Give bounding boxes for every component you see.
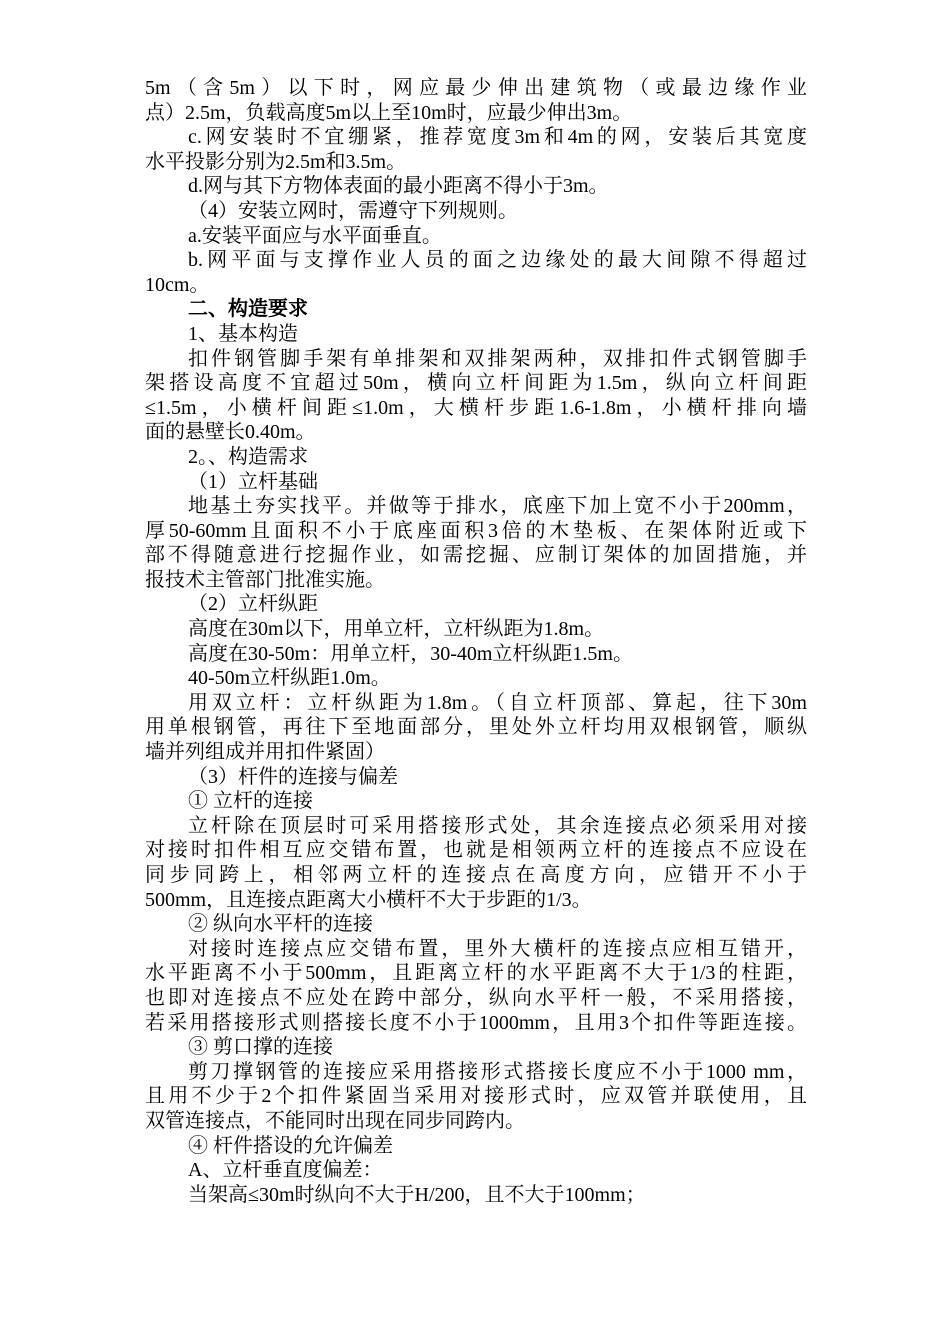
- text-line: 点）2.5m，负载高度5m以上至10m时，应最少伸出3m。: [145, 101, 633, 124]
- text-line: ③ 剪口撑的连接: [188, 1036, 333, 1059]
- text-line: 墙并列组成并用扣件紧固）: [145, 741, 385, 764]
- text-line: （1）立杆基础: [188, 470, 318, 493]
- text-line: 500mm，且连接点距离大小横杆不大于步距的1/3。: [145, 888, 592, 911]
- text-line: 剪刀撑钢管的连接应采用搭接形式搭接长度应不小于1000 mm，: [188, 1060, 807, 1083]
- text-line: （4）安装立网时，需遵守下列规则。: [188, 199, 518, 222]
- text-line: 用单根钢管，再往下至地面部分，里处外立杆均用双根钢管，顺纵: [145, 716, 807, 739]
- text-line: 40-50m立杆纵距1.0m。: [188, 667, 391, 690]
- text-line: 双管连接点，不能同时出现在同步同跨内。: [145, 1109, 525, 1132]
- text-line: 对接时连接点应交错布置，里外大横杆的连接点应相互错开，: [188, 937, 807, 960]
- text-line: 厚50-60mm且面积不小于底座面积3倍的木垫板、在架体附近或下: [145, 519, 807, 542]
- text-line: 10cm。: [145, 273, 210, 296]
- text-line: 水平投影分别为2.5m和3.5m。: [145, 150, 407, 173]
- text-line: b.网平面与支撑作业人员的面之边缘处的最大间隙不得超过: [188, 249, 807, 272]
- text-line: （3）杆件的连接与偏差: [188, 765, 398, 788]
- text-line: 报技术主管部门批准实施。: [145, 568, 385, 591]
- text-line: 架搭设高度不宜超过50m，横向立杆间距为1.5m，纵向立杆间距: [145, 372, 807, 395]
- text-line: A、立杆垂直度偏差：: [188, 1159, 383, 1182]
- text-line: 高度在30-50m：用单立杆，30-40m立杆纵距1.5m。: [188, 642, 633, 665]
- text-line: d.网与其下方物体表面的最小距离不得小于3m。: [188, 175, 609, 198]
- text-line: （2）立杆纵距: [188, 593, 318, 616]
- text-line: 2。、构造需求: [188, 445, 308, 468]
- text-line: 扣件钢管脚手架有单排架和双排架两种，双排扣件式钢管脚手: [188, 347, 807, 370]
- text-line: 5m（含5m）以下时，网应最少伸出建筑物（或最边缘作业: [145, 77, 807, 99]
- text-line: ≤1.5m，小横杆间距≤1.0m，大横杆步距1.6-1.8m，小横杆排向墙: [145, 396, 807, 419]
- text-line: ① 立杆的连接: [188, 790, 313, 813]
- document-body: [145, 76, 807, 1207]
- text-line: 立杆除在顶层时可采用搭接形式处，其余连接点必须采用对接: [188, 814, 807, 837]
- text-line: a.安装平面应与水平面垂直。: [188, 224, 442, 247]
- text-line: 部不得随意进行挖掘作业，如需挖掘、应制订架体的加固措施，并: [145, 544, 807, 567]
- text-line: ④ 杆件搭设的允许偏差: [188, 1134, 393, 1157]
- text-line: 1、基本构造: [188, 322, 298, 345]
- text-line: 水平距离不小于500mm，且距离立杆的水平距离不大于1/3的柱距，: [145, 962, 807, 985]
- text-line: 且用不少于2个扣件紧固当采用对接形式时，应双管并联使用，且: [145, 1085, 807, 1108]
- text-line: 同步同跨上，相邻两立杆的连接点在高度方向，应错开不小于: [145, 864, 807, 886]
- text-line: 面的悬壁长0.40m。: [145, 421, 316, 444]
- text-line: 也即对连接点不应处在跨中部分，纵向水平杆一般，不采用搭接，: [145, 986, 807, 1009]
- text-line: 对接时扣件相互应交错布置，也就是相领两立杆的连接点不应设在: [145, 839, 807, 862]
- text-line: 地基土夯实找平。并做等于排水，底座下加上宽不小于200mm，: [188, 495, 807, 518]
- text-line: c.网安装时不宜绷紧，推荐宽度3m和4m的网，安装后其宽度: [188, 126, 807, 149]
- text-line: 当架高≤30m时纵向不大于H/200，且不大于100mm；: [188, 1183, 646, 1206]
- text-line: 用双立杆：立杆纵距为1.8m。（自立杆顶部、算起，往下30m: [188, 691, 807, 714]
- text-line: ② 纵向水平杆的连接: [188, 913, 373, 936]
- text-line: 若采用搭接形式则搭接长度不小于1000mm，且用3个扣件等距连接。: [145, 1011, 807, 1034]
- section-heading: 二、构造要求: [188, 298, 308, 321]
- text-line: 高度在30m以下，用单立杆，立杆纵距为1.8m。: [188, 618, 605, 641]
